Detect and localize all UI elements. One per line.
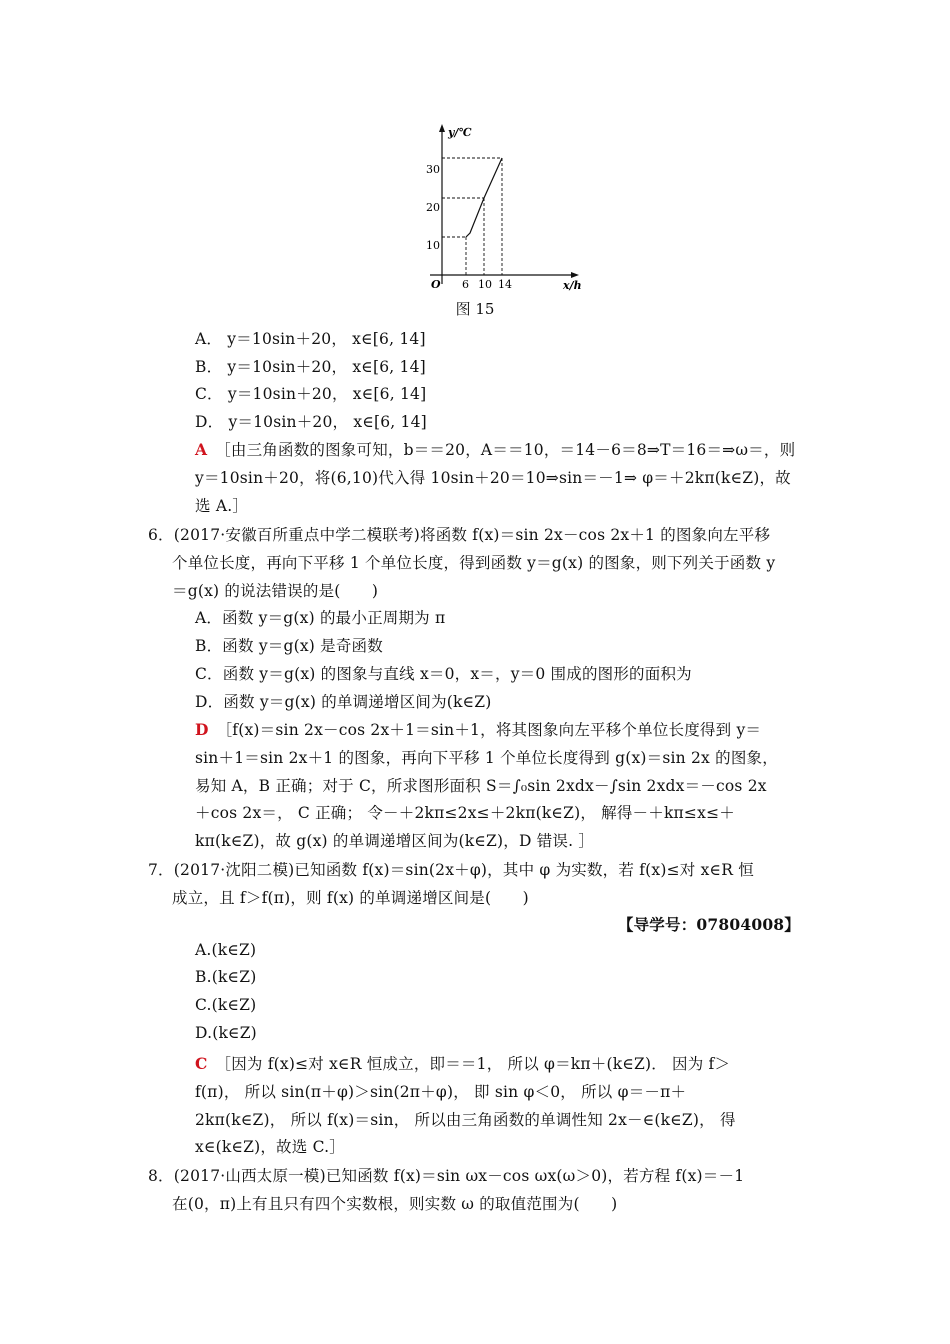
line-text: kπ(k∈Z)，故 g(x) 的单调递增区间为(k∈Z)，D 错误. ］: [195, 832, 595, 850]
line-text: C． y＝10sin＋20， x∈[6, 14]: [195, 385, 427, 403]
x-tick-10: 10: [478, 278, 492, 291]
line-text: 成立，且 f＞f(π)，则 f(x) 的单调递增区间是( ): [172, 889, 529, 907]
line-text: C.(k∈Z): [195, 996, 257, 1014]
y-axis-arrow: [439, 124, 445, 132]
guide-number: 【导学号：07804008】: [617, 915, 800, 934]
line-text: ＋cos 2x＝， C 正确； 令－＋2kπ≤2x≤＋2kπ(k∈Z)， 解得－＋kπ≤x≤＋: [195, 804, 735, 822]
line-text: 6．(2017·安徽百所重点中学二模联考)将函数 f(x)＝sin 2x－cos 2x＋1 的图象向左平移: [148, 526, 771, 544]
figure-caption: 图 15: [455, 300, 495, 318]
line-text: D． y＝10sin＋20， x∈[6, 14]: [195, 413, 427, 431]
text-line: [195, 690, 492, 712]
line-text: C．函数 y＝g(x) 的图象与直线 x＝0，x＝，y＝0 围成的图形的面积为: [195, 665, 692, 683]
line-text: sin＋1＝sin 2x＋1 的图象，再向下平移 1 个单位长度得到 g(x)＝sin 2x 的图象，: [195, 749, 778, 767]
line-text: 8．(2017·山西太原一模)已知函数 f(x)＝sin ωx－cos ωx(ω＞0)，若方程 f(x)＝－1: [148, 1167, 745, 1185]
answer-letter: A: [195, 440, 208, 459]
text-line: [172, 551, 775, 573]
line-text: 个单位长度，再向下平移 1 个单位长度，得到函数 y＝g(x) 的图象，则下列关于函数 y: [172, 554, 776, 572]
line-text: f(π)， 所以 sin(π＋φ)＞sin(2π＋φ)， 即 sin φ＜0， 所以 φ＝－π＋: [195, 1083, 687, 1101]
text-line: [172, 579, 378, 601]
text-line: [195, 327, 426, 349]
text-line: [195, 355, 426, 377]
text-line: [195, 968, 256, 986]
line-text: D．函数 y＝g(x) 的单调递增区间为(k∈Z): [195, 693, 492, 711]
answer-letter: D: [195, 720, 209, 739]
origin-label: O: [431, 278, 441, 291]
text-line: [195, 746, 778, 768]
text-line: [148, 1164, 744, 1186]
answer-letter: C: [195, 1054, 208, 1073]
text-line: [195, 606, 445, 628]
text-line: [195, 410, 427, 432]
text-line: [195, 634, 383, 656]
x-tick-14: 14: [498, 278, 512, 291]
text-line: [195, 941, 256, 959]
line-text: 在(0，π)上有且只有四个实数根，则实数 ω 的取值范围为( ): [172, 1195, 618, 1213]
line-text: 2kπ(k∈Z)， 所以 f(x)＝sin， 所以由三角函数的单调性知 2x－∈(k∈Z)， 得: [195, 1111, 736, 1129]
line-text: B.(k∈Z): [195, 968, 257, 986]
line-text: B． y＝10sin＋20， x∈[6, 14]: [195, 358, 426, 376]
line-text: ＝g(x) 的说法错误的是( ): [172, 582, 379, 600]
line-text: y＝10sin＋20，将(6,10)代入得 10sin＋20＝10⇒sin＝－1⇒ φ＝＋2kπ(k∈Z)，故: [195, 469, 791, 487]
text-line: [195, 801, 735, 823]
y-tick-30: 30: [426, 163, 440, 176]
line-text: ［由三角函数的图象可知，b＝＝20，A＝＝10，＝14－6＝8⇒T＝16＝⇒ω＝，则: [222, 441, 796, 459]
text-line: [195, 382, 426, 404]
x-axis-arrow: [571, 272, 579, 278]
text-line: [195, 1108, 736, 1130]
text-line: [195, 774, 767, 796]
line-text: B．函数 y＝g(x) 是奇函数: [195, 637, 383, 655]
y-tick-20: 20: [426, 201, 440, 214]
line-text: D.(k∈Z): [195, 1024, 257, 1042]
figure-15-graph: [412, 118, 598, 296]
text-line: [195, 1052, 730, 1074]
line-text: A．函数 y＝g(x) 的最小正周期为 π: [195, 609, 446, 627]
x-tick-6: 6: [462, 278, 469, 291]
line-text: 易知 A，B 正确；对于 C，所求图形面积 S＝∫₀sin 2xdx－∫sin 2xdx＝－cos 2x: [195, 777, 767, 795]
text-line: [195, 1135, 345, 1157]
y-axis-label: y/℃: [448, 126, 472, 139]
line-text: ［f(x)＝sin 2x－cos 2x＋1＝sin＋1，将其图象向左平移个单位长度得到 y＝: [224, 721, 762, 739]
x-axis-label: x/h: [563, 279, 582, 292]
line-text: 7．(2017·沈阳二模)已知函数 f(x)＝sin(2x＋φ)，其中 φ 为实数，若 f(x)≤对 x∈R 恒: [148, 861, 754, 879]
text-line: [195, 1024, 257, 1042]
text-line: [195, 829, 594, 851]
text-line: [172, 1192, 617, 1214]
text-line: [195, 466, 791, 488]
text-line: [195, 494, 248, 516]
text-line: [148, 858, 754, 880]
text-line: [195, 1080, 686, 1102]
line-text: 选 A.］: [195, 497, 249, 515]
line-text: A． y＝10sin＋20， x∈[6, 14]: [195, 330, 426, 348]
text-line: [195, 438, 795, 460]
text-line: [148, 523, 770, 545]
text-line: [195, 662, 692, 684]
dashed-guides: [442, 158, 502, 275]
y-tick-10: 10: [426, 239, 440, 252]
line-text: A.(k∈Z): [195, 941, 257, 959]
line-text: x∈(k∈Z)，故选 C.］: [195, 1138, 345, 1156]
text-line: [195, 996, 256, 1014]
line-text: ［因为 f(x)≤对 x∈R 恒成立，即＝＝1， 所以 φ＝kπ＋(k∈Z)． 因为 f＞: [223, 1055, 731, 1073]
text-line: [195, 718, 761, 740]
text-line: [172, 886, 529, 908]
